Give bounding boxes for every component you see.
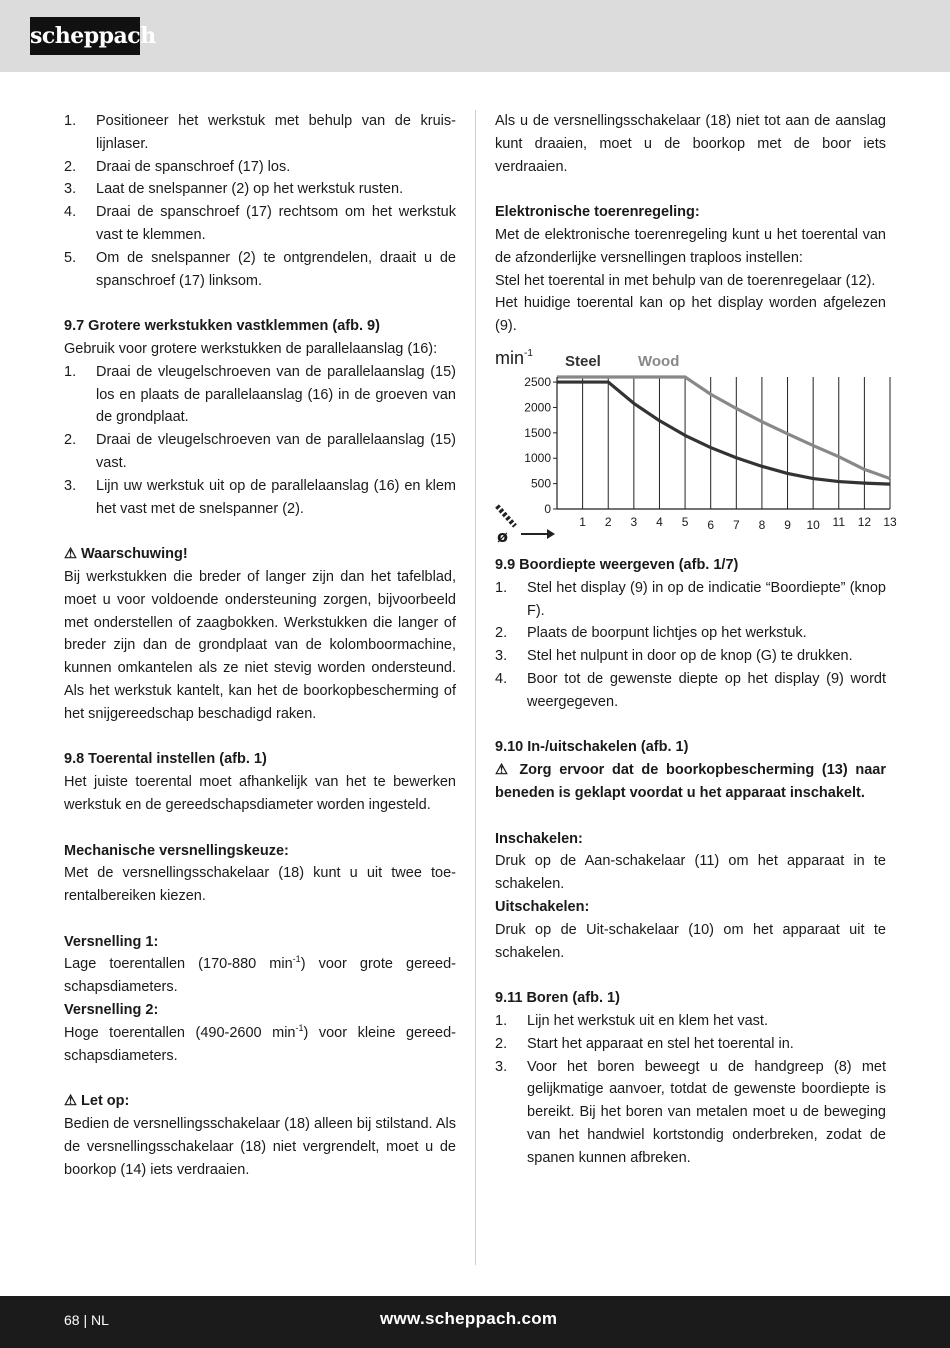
warning-icon: ⚠ — [495, 762, 512, 779]
list-item — [495, 1010, 886, 1033]
switch-off-text: Druk op de Uit-schakelaar (10) om het apparaat uit te schakelen. — [495, 921, 886, 961]
speed-chart-svg — [495, 344, 915, 544]
list-item-number: 2. — [64, 432, 77, 449]
x-tick-label: 3 — [630, 514, 638, 529]
list-item-number: 3. — [495, 648, 508, 665]
warning-heading — [64, 543, 456, 566]
warning-text: Bij werkstukken die breder of langer zijn dan het tafelblad, moet u voor voldoende ondersteuning zorgen, bijvoorbeeld met onderstellen of zaagbokken. Werkstukken die langer of breder zijn dan de grondplaat van de kolomboormachine, kunnen omkantelen als ze niet stevig worden ondersteund. Als het werkstuk kantelt, kan het de boorkopbescherming of het snijgereedschap beschadigd raken. — [64, 568, 456, 722]
x-tick-label: 10 — [806, 517, 820, 532]
x-axis-diameter-symbol: ø — [497, 526, 508, 544]
y-tick-label: 1000 — [524, 451, 551, 466]
gear1-title: Versnelling 1: — [64, 933, 159, 950]
x-tick-label: 4 — [656, 514, 663, 529]
list-item-text: Om de snelspanner (2) te ontgrendelen, draait u de spanschroef (17) linksom. — [96, 249, 456, 289]
x-tick-label: 1 — [579, 514, 586, 529]
list-item-number: 3. — [64, 181, 77, 198]
list-item-number: 3. — [495, 1058, 508, 1075]
legend-label-steel: Steel — [565, 352, 601, 370]
list-item — [495, 577, 886, 623]
list-item — [64, 475, 456, 521]
list-item-number: 1. — [495, 579, 508, 596]
chart-series — [557, 377, 890, 484]
list-item — [64, 156, 456, 179]
x-tick-label: 2 — [604, 514, 612, 529]
brand-logo: scheppach — [30, 17, 140, 55]
x-tick-label: 7 — [732, 517, 740, 532]
section-title-9-9: 9.9 Boordiepte weergeven (afb. 1/7) — [495, 556, 739, 573]
list-item — [495, 1056, 886, 1170]
list-item — [64, 361, 456, 429]
list-item — [64, 429, 456, 475]
legend-label-wood: Wood — [638, 352, 680, 370]
list-item-text: Start het apparaat en stel het toerental in. — [527, 1035, 794, 1052]
list-item — [495, 622, 886, 645]
list-item-text: Laat de snelspanner (2) op het werkstuk rusten. — [96, 181, 404, 198]
y-tick-label: 2500 — [524, 375, 551, 390]
warning-icon: ⚠ — [64, 546, 77, 563]
electronic-speed-text-2: Stel het toerental in met behulp van de toerenregelaar (12). — [495, 272, 876, 289]
list-item-text: Lijn het werkstuk uit en klem het vast. — [527, 1012, 768, 1029]
page-footer — [0, 1296, 950, 1348]
section-title-9-8: 9.8 Toerental instellen (afb. 1) — [64, 751, 267, 768]
x-tick-label: 12 — [857, 514, 872, 529]
x-tick-label: 8 — [758, 517, 766, 532]
x-tick-label: 9 — [784, 517, 791, 532]
steps-list-parallel-stop — [64, 361, 456, 521]
list-item — [495, 645, 886, 668]
list-item — [495, 1033, 886, 1056]
list-item-text: Stel het display (9) in op de indicatie “Boordiepte” (knop F). — [527, 579, 886, 619]
caution-title: Let op: — [81, 1093, 130, 1110]
list-item-text: Boor tot de gewenste diepte op het display (9) wordt weergegeven. — [527, 670, 886, 710]
electronic-speed-text-3: Het huidige toerental kan op het display worden afgelezen (9). — [495, 295, 886, 335]
list-item-text: Plaats de boorpunt lichtjes op het werkstuk. — [527, 625, 807, 642]
list-item-text: Lijn uw werkstuk uit op de parallelaanslag (16) en klem het vast met de snelspanner (2). — [96, 477, 456, 517]
list-item-text: Positioneer het werkstuk met behulp van de kruislijnlaser. — [96, 113, 456, 152]
column-divider — [475, 110, 476, 1265]
left-column — [64, 110, 456, 1181]
list-item-number: 4. — [64, 204, 77, 221]
series-line-wood — [557, 377, 890, 479]
list-item-number: 3. — [64, 477, 77, 494]
website-url: www.scheppach.com — [380, 1309, 558, 1328]
y-tick-label: 500 — [530, 476, 551, 491]
steps-list-drilling — [495, 1010, 886, 1170]
y-tick-label: 2000 — [524, 400, 551, 415]
chart-legend — [565, 353, 679, 370]
list-item-number: 5. — [64, 249, 77, 266]
page-number: 68 | NL — [64, 1312, 109, 1328]
switch-on-title: Inschakelen: — [495, 830, 583, 847]
list-item — [64, 178, 456, 201]
section-title-9-11: 9.11 Boren (afb. 1) — [495, 990, 620, 1007]
electronic-speed-text-1: Met de elektronische toerenregeling kunt u het toerental van de afzonderlijke versnellingen traploos instellen: — [495, 226, 886, 266]
switch-on-text: Druk op de Aan-schakelaar (11) om het apparaat in te schakelen. — [495, 853, 886, 893]
switch-off-title: Uitschakelen: — [495, 898, 590, 915]
gear2-text: Hoge toerentallen (490-2600 $\min^{-1}$) voor kleine gereedschapsdiameters. — [64, 1023, 456, 1064]
switch-warning: ⚠ Zorg ervoor dat de boorkopbescherming (13) naar beneden is geklapt voordat u het apparaat inschakelt. — [495, 762, 886, 801]
y-tick-label: 0 — [544, 501, 551, 516]
section-intro-9-7: Gebruik voor grotere werkstukken de parallelaanslag (16): — [64, 340, 438, 357]
drill-bit-icon — [497, 506, 515, 526]
caution-heading — [64, 1090, 456, 1113]
chart-grid — [583, 377, 890, 509]
gear1-text: Lage toerentallen (170-880 $\min^{-1}$) voor grote gereedschapsdiameters. — [64, 954, 456, 996]
caution-text: Bedien de versnellingsschakelaar (18) alleen bij stilstand. Als de versnellingsschakelaar (18) niet vergrendelt, moet u de boorkop (14) iets verdraaien. — [64, 1116, 456, 1178]
list-item-number: 2. — [495, 625, 508, 642]
list-item-text: Draai de vleugelschroeven van de parallelaanslag (15) vast. — [96, 432, 456, 471]
list-item-number: 4. — [495, 670, 508, 687]
page-header — [0, 0, 950, 72]
x-tick-label: 6 — [707, 517, 715, 532]
mechanical-gear-title: Mechanische versnellingskeuze: — [64, 842, 289, 859]
list-item-number: 1. — [495, 1012, 508, 1029]
list-item — [495, 668, 886, 714]
warning-icon: ⚠ — [64, 1093, 77, 1110]
list-item-text: Draai de vleugelschroeven van de parallelaanslag (15) los en plaats de parallelaanslag (16) in de groeven van de grondplaat. — [96, 363, 456, 426]
list-item-number: 2. — [495, 1035, 508, 1052]
list-item-number: 1. — [64, 363, 77, 380]
list-item-text: Draai de spanschroef (17) rechtsom om het werkstuk vast te klemmen. — [96, 204, 456, 243]
list-item-number: 1. — [64, 113, 77, 129]
x-tick-label: 13 — [883, 514, 897, 529]
warning-title: Waarschuwing! — [81, 546, 188, 563]
mechanical-gear-text: Met de versnellingsschakelaar (18) kunt u uit twee toerentalbereiken kiezen. — [64, 865, 456, 905]
right-column — [495, 110, 897, 1169]
x-tick-label: 11 — [832, 514, 846, 529]
list-item — [64, 201, 456, 247]
section-title-9-7: 9.7 Grotere werkstukken vastklemmen (afb. 9) — [64, 318, 380, 335]
gear2-title: Versnelling 2: — [64, 1002, 159, 1019]
gear-switch-note: Als u de versnellingsschakelaar (18) niet tot aan de aanslag kunt draaien, moet u de boorkop met de boor iets verdraaien. — [495, 113, 886, 175]
series-line-steel — [557, 382, 890, 484]
section-title-9-10: 9.10 In-/uitschakelen (afb. 1) — [495, 739, 689, 756]
steps-list-drill-depth — [495, 577, 886, 714]
list-item-text: Draai de spanschroef (17) los. — [96, 158, 291, 175]
list-item — [64, 110, 456, 156]
electronic-speed-title: Elektronische toerenregeling: — [495, 204, 700, 221]
speed-chart — [495, 344, 915, 544]
y-axis-unit-label: $\min^{-1}$ — [495, 347, 533, 368]
list-item — [64, 247, 456, 293]
list-item-text: Voor het boren beweegt u de handgreep (8) met gelijkmatige aanvoer, totdat de gewenste boordiepte is bereikt. Bij het boren van metalen moet u de beweging van het handwiel kortstondig onderbreken, zodat de spanen kunnen afbreken. — [527, 1058, 886, 1166]
x-tick-label: 5 — [681, 514, 689, 529]
steps-list-clamping — [64, 110, 456, 292]
y-tick-label: 1500 — [524, 425, 551, 440]
chart-axes — [553, 377, 890, 509]
list-item-number: 2. — [64, 158, 77, 175]
x-axis-arrow-icon — [521, 529, 555, 539]
section-text-9-8: Het juiste toerental moet afhankelijk van het te bewerken werkstuk en de gereedschapsdiameter worden ingesteld. — [64, 774, 456, 813]
list-item-text: Stel het nulpunt in door op de knop (G) te drukken. — [527, 648, 853, 665]
